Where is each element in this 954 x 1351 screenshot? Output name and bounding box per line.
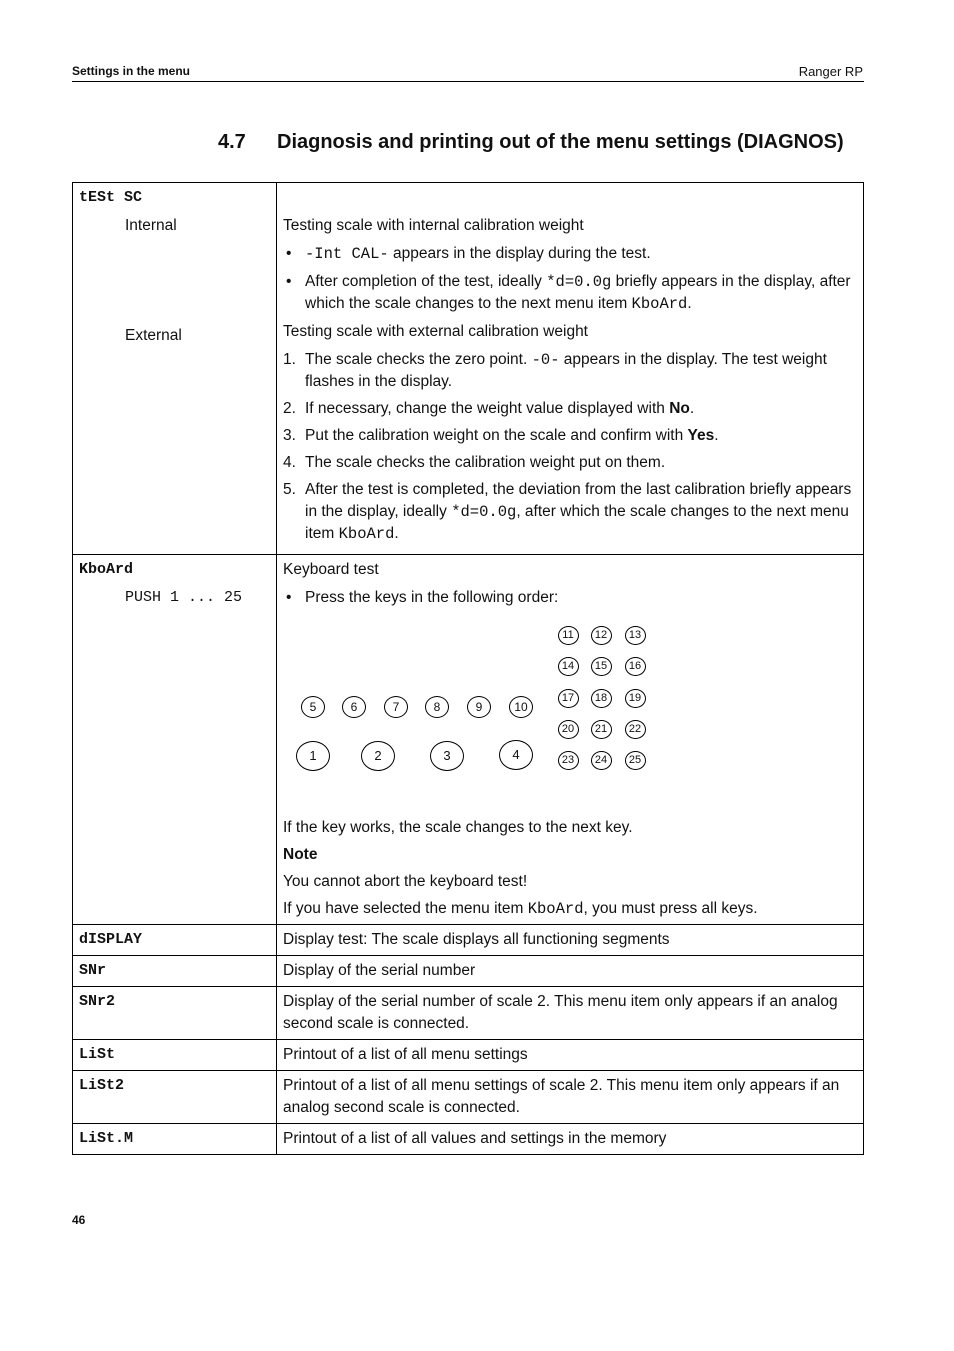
section-number: 4.7 <box>218 131 246 153</box>
description: Keyboard test <box>283 561 379 578</box>
key-10: 10 <box>509 696 533 718</box>
description: Printout of a list of all menu settings of scale 2. This menu item only appears if an analog second scale is connected. <box>283 1077 840 1116</box>
key-25: 25 <box>625 751 646 770</box>
menu-item-name: KboArd <box>79 561 134 578</box>
menu-desc-cell <box>277 987 864 1040</box>
bullet-list <box>283 243 857 315</box>
menu-key-cell <box>73 1124 277 1155</box>
section-title <box>218 131 844 154</box>
menu-desc-cell <box>277 1124 864 1155</box>
key-9: 9 <box>467 696 491 718</box>
key-21: 21 <box>591 720 612 739</box>
key-3: 3 <box>430 741 464 771</box>
keyboard-diagram <box>283 617 857 813</box>
table-row <box>73 987 864 1040</box>
menu-desc-cell <box>277 555 864 925</box>
option-label: PUSH 1 ... 25 <box>125 589 243 606</box>
menu-item-name: LiSt.M <box>79 1130 134 1147</box>
note-label: Note <box>283 846 318 863</box>
key-6: 6 <box>342 696 366 718</box>
description: Display of the serial number <box>283 962 476 979</box>
table-row <box>73 1071 864 1124</box>
key-11: 11 <box>558 626 579 645</box>
key-20: 20 <box>558 720 579 739</box>
menu-key-cell <box>73 1040 277 1071</box>
option-label: External <box>125 327 182 344</box>
menu-item-name: SNr2 <box>79 993 116 1010</box>
table-row <box>73 1124 864 1155</box>
list-item: • Press the keys in the following order: <box>283 587 857 609</box>
key-18: 18 <box>591 689 612 708</box>
key-16: 16 <box>625 657 646 676</box>
key-17: 17 <box>558 689 579 708</box>
key-23: 23 <box>558 751 579 770</box>
running-header-section: Settings in the menu <box>72 64 191 78</box>
key-19: 19 <box>625 689 646 708</box>
menu-desc-cell <box>277 956 864 987</box>
key-15: 15 <box>591 657 612 676</box>
table-row <box>73 1040 864 1071</box>
description: Printout of a list of all menu settings <box>283 1046 528 1063</box>
list-item: • After completion of the test, ideally *d=0.0g briefly appears in the display, after which the scale changes to the next menu item KboArd. <box>283 271 857 315</box>
menu-key-cell <box>73 925 277 956</box>
menu-key-cell <box>73 555 277 925</box>
menu-desc-cell <box>277 183 864 555</box>
description: If the key works, the scale changes to the next key. <box>283 819 633 836</box>
table-row <box>73 925 864 956</box>
key-2: 2 <box>361 741 395 771</box>
section-title-text: Diagnosis and printing out of the menu settings (DIAGNOS) <box>277 131 844 153</box>
key-4: 4 <box>499 740 533 770</box>
menu-item-name: dISPLAY <box>79 931 143 948</box>
menu-desc-cell <box>277 1071 864 1124</box>
note-text: You cannot abort the keyboard test! <box>283 873 528 890</box>
description: Display test: The scale displays all functioning segments <box>283 931 670 948</box>
table-row <box>73 183 864 555</box>
header-rule <box>72 81 864 82</box>
list-item: 2. If necessary, change the weight value displayed with No. <box>283 400 695 417</box>
page-number: 46 <box>72 1213 86 1227</box>
menu-item-name: SNr <box>79 962 107 979</box>
key-24: 24 <box>591 751 612 770</box>
bullet-list <box>283 587 857 609</box>
list-item: 1. The scale checks the zero point. -0- appears in the display. The test weight flashes in the display. <box>283 351 827 390</box>
description: Printout of a list of all values and settings in the memory <box>283 1130 667 1147</box>
description: Testing scale with internal calibration weight <box>283 217 584 234</box>
menu-desc-cell <box>277 1040 864 1071</box>
description: Testing scale with external calibration weight <box>283 323 588 340</box>
list-item: 4. The scale checks the calibration weight put on them. <box>283 454 666 471</box>
key-8: 8 <box>425 696 449 718</box>
menu-item-name: tESt SC <box>79 189 143 206</box>
list-item: 5. After the test is completed, the deviation from the last calibration briefly appears in the display, ideally *d=0.0g, after which the scale changes to the next menu item KboArd. <box>283 481 852 543</box>
key-12: 12 <box>591 626 612 645</box>
key-1: 1 <box>296 741 330 771</box>
menu-key-cell <box>73 183 277 555</box>
menu-key-cell <box>73 1071 277 1124</box>
menu-key-cell <box>73 987 277 1040</box>
key-22: 22 <box>625 720 646 739</box>
key-5: 5 <box>301 696 325 718</box>
running-header-product: Ranger RP <box>798 64 863 79</box>
list-item: 3. Put the calibration weight on the scale and confirm with Yes. <box>283 427 719 444</box>
description: Display of the serial number of scale 2. This menu item only appears if an analog second scale is connected. <box>283 993 838 1032</box>
key-13: 13 <box>625 626 646 645</box>
note-text: If you have selected the menu item KboArd, you must press all keys. <box>283 900 758 918</box>
table-row <box>73 956 864 987</box>
menu-desc-cell <box>277 925 864 956</box>
menu-table <box>72 182 864 1155</box>
menu-key-cell <box>73 956 277 987</box>
menu-item-name: LiSt2 <box>79 1077 125 1094</box>
key-7: 7 <box>384 696 408 718</box>
step-list <box>283 349 857 545</box>
menu-item-name: LiSt <box>79 1046 116 1063</box>
list-item: • -Int CAL- appears in the display during the test. <box>283 243 857 265</box>
key-14: 14 <box>558 657 579 676</box>
option-label: Internal <box>125 217 177 234</box>
table-row <box>73 555 864 925</box>
